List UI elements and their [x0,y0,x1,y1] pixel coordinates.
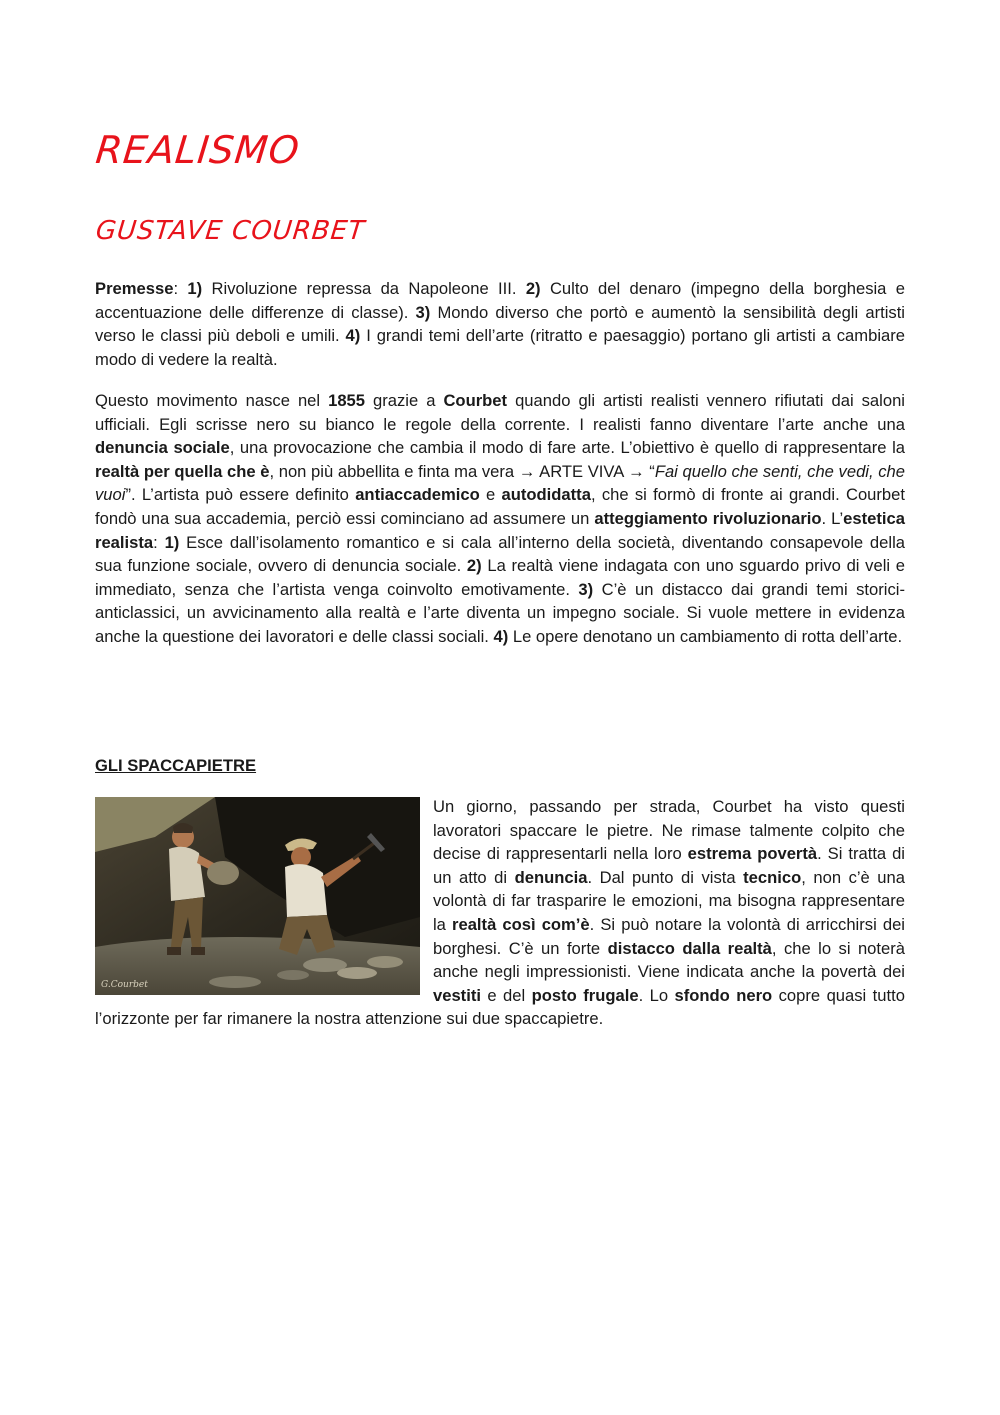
emphasis-realta: realtà per quella che è [95,461,270,481]
text-run: , non c’è una volontà di far trasparire le emozioni, ma bisogna rappresentare la [433,867,905,934]
text-run: . L’ [821,508,844,528]
point-number: 3) [415,302,431,322]
emphasis-realta: realtà così com’è [452,914,590,934]
point-number: 1) [187,279,203,298]
text-run: La realtà viene indagata con uno sguardo privo di veli e immediato, senza che l’artista venga coinvolto emotivamente. [95,556,905,599]
point-number: 4) [345,326,361,346]
premesse-paragraph [95,277,905,371]
document-subtitle: GUSTAVE COURBET [94,216,367,246]
document-title: REALISMO [93,128,302,172]
text-run: . Si può notare la volontà di arricchirsi dei borghesi. C’è un forte [433,914,905,958]
motto-quote: Fai quello che senti, che vedi, che vuoi [95,461,905,505]
text-run: I grandi temi dell’arte (ritratto e paesaggio) portano gli artisti a cambiare modo di vedere la realtà. [95,326,905,369]
point-number: 3) [578,579,594,599]
emphasis-vestiti: vestiti [433,985,481,1005]
text-run: quando gli artisti realisti vennero rifiutati dai saloni ufficiali. Egli scrisse nero su bianco le regole della corrente. I realisti fanno diventare l’arte anche una [95,391,905,434]
emphasis-tecnico: tecnico [743,867,802,887]
text-run: , che si formò di fronte ai grandi. Courbet fondò una sua accademia, perciò essi cominciano ad assumere un [95,485,906,528]
emphasis-distacco: distacco dalla realtà [607,938,772,958]
text-run: Le opere denotano un cambiamento di rotta dell’arte. [508,626,903,646]
emphasis-poverta: estrema povertà [687,844,818,864]
text-run: Rivoluzione repressa da Napoleone III. [202,279,526,298]
text-run: : [173,279,188,298]
text-run: ”. L’artista può essere definito [125,485,356,505]
text-run: copre quasi tutto l’orizzonte per far rimanere la nostra attenzione sui due spaccapietre. [95,985,905,1029]
painting-signature: G.Courbet [101,980,148,990]
point-number: 2) [525,279,541,298]
emphasis-autodidatta: autodidatta [501,485,591,505]
point-number: 1) [164,532,180,552]
emphasis-courbet: Courbet [443,391,508,410]
emphasis-year: 1855 [328,391,366,410]
text-run: Culto del denaro (impegno della borghesia e accentuazione delle differenze di classe). [95,279,905,322]
image-wrap-spacer [95,795,433,1007]
section-heading-spaccapietre: GLI SPACCAPIETRE [95,756,257,775]
text-run: C’è un distacco dai grandi temi storici-anticlassici, un avvicinamento alla realtà e l’arte diventa un impegno sociale. Si vuole mettere in evidenza anche la questione dei lavoratori e delle classi sociali. [95,579,905,646]
text-run: : [153,532,165,552]
spaccapietre-paragraph [95,795,905,1031]
text-run: Questo movimento nasce nel [95,391,329,410]
text-run: e del [480,985,532,1005]
emphasis-denuncia: denuncia [514,867,588,887]
text-run: . Lo [638,985,675,1005]
text-run: Esce dall’isolamento romantico e si cala all’interno della società, diventando consapevole della sua funzione sociale, ovvero di denuncia sociale. [95,532,905,576]
text-run: Un giorno, passando per strada, Courbet ha visto questi lavoratori spaccare le pietre. Ne rimase talmente colpito che decise di rappresentarli nella loro [433,797,905,864]
text-run: , una provocazione che cambia il modo di fare arte. L’obiettivo è quello di rappresentare la [229,438,905,458]
movement-paragraph [95,389,905,649]
text-run: . Si tratta di un atto di [433,844,905,887]
emphasis-posto-frugale: posto frugale [531,985,639,1005]
point-number: 4) [493,626,509,646]
emphasis-atteggiamento: atteggiamento rivoluzionario [594,508,822,528]
emphasis-denuncia: denuncia sociale [95,438,230,458]
text-run: , che lo si noterà anche negli impressionisti. Viene indicata anche la povertà dei [433,938,906,982]
point-number: 2) [466,556,482,576]
premesse-label: Premesse [95,279,174,298]
text-run: . Dal punto di vista [587,867,744,887]
emphasis-antiaccademico: antiaccademico [355,485,480,505]
text-run: , non più abbellita e finta ma vera → ARTE VIVA → “ [269,461,655,481]
emphasis-estetica: estetica realista [95,508,905,552]
text-run: e [479,485,502,505]
emphasis-sfondo-nero: sfondo nero [674,985,773,1005]
text-run: Mondo diverso che portò e aumentò la sensibilità degli artisti verso le classi più deboli e umili. [95,302,905,346]
text-run: grazie a [365,391,444,410]
